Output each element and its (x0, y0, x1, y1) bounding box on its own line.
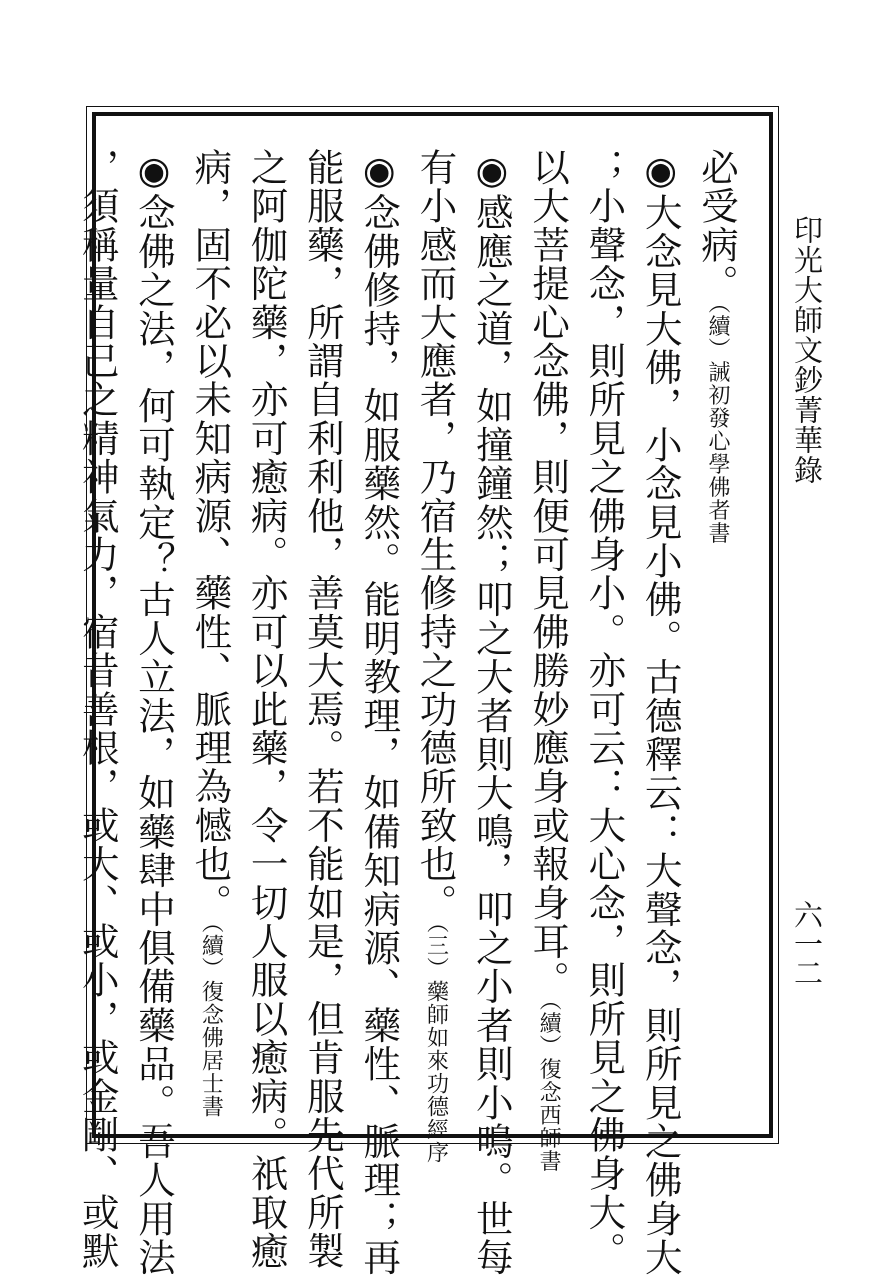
source-note: （續）誡初發心學佛者書 (705, 302, 730, 545)
page-number: 六一二 (790, 900, 824, 987)
text-run: 能服藥，所謂自利利他，善莫大焉。若不能如是，但肯服先代所製 (300, 148, 345, 1271)
text-column (689, 148, 745, 1123)
source-note: （三）藥師如來功德經序 (423, 922, 449, 1164)
text-run: 之阿伽陀藥，亦可癒病。亦可以此藥，令一切人服以癒病。祇取癒 (244, 148, 289, 1271)
text-column (520, 148, 576, 1173)
text-column (407, 148, 463, 1164)
text-run: ◉感應之道，如撞鐘然；叩之大者則大鳴，叩之小者則小鳴。世每 (469, 148, 514, 1277)
text-column (238, 148, 294, 1271)
text-run: 有小感而大應者，乃宿生修持之功德所致也。 (413, 148, 458, 922)
text-run: ◉大念見大佛，小念見小佛。古德釋云：大聲念，則所見之佛身大 (638, 148, 683, 1277)
text-column (576, 148, 632, 1271)
source-note: （續）復念西師書 (536, 999, 562, 1173)
running-title: 印光大師文鈔菁華錄 (790, 215, 824, 485)
text-column (69, 148, 125, 1271)
text-run: 以大菩提心念佛，則便可見佛勝妙應身或報身耳。 (526, 148, 571, 1000)
text-column (126, 148, 182, 1277)
text-run: 必受病。 (695, 148, 739, 303)
body-text (69, 148, 745, 1277)
source-note: （續）復念佛居士書 (198, 922, 224, 1118)
text-run: ；小聲念，則所見之佛身小。亦可云：大心念，則所見之佛身大。 (582, 148, 627, 1271)
text-run: 病，固不必以未知病源、藥性、脈理為憾也。 (188, 148, 233, 922)
text-run: ，須稱量自己之精神氣力，宿昔善根，或大、或小，或金剛、或默 (75, 148, 120, 1271)
text-column (182, 148, 238, 1123)
text-column (632, 148, 688, 1277)
text-run: ◉念佛之法，何可執定？古人立法，如藥肆中俱備藥品。吾人用法 (132, 148, 177, 1277)
text-column (464, 148, 520, 1277)
text-column (295, 148, 351, 1271)
text-column (351, 148, 407, 1277)
text-run: ◉念佛修持，如服藥然。能明教理，如備知病源、藥性、脈理；再 (357, 148, 402, 1277)
